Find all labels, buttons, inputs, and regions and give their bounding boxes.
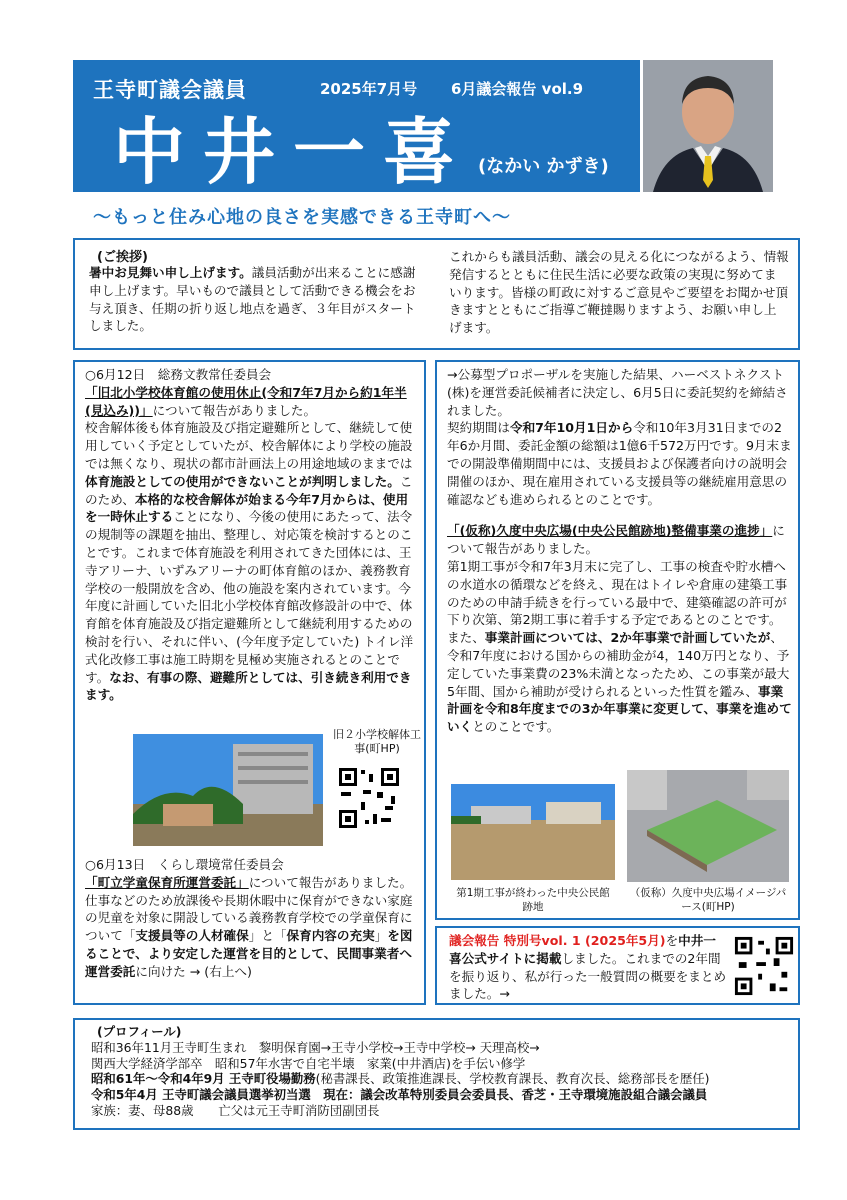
paragraph: このため、 — [85, 473, 413, 507]
bold-text: 保育内容の充実 — [286, 928, 375, 944]
member-name-kana: (なかい かずき) — [478, 156, 609, 177]
section-title: 「旧北小学校体育館の使用休止(令和7年7月から約1年半(見込み))」 — [85, 384, 407, 418]
profile-line: 家族：妻、母88歳 亡父は元王寺町消防団副団長 — [91, 1102, 380, 1118]
greeting-bold: 暑中お見舞い申し上げます。 — [89, 265, 252, 280]
paragraph: 」 — [374, 928, 388, 944]
paragraph: しました。 — [561, 950, 625, 966]
bold-text: 中井一喜公式サイトに掲載 — [449, 933, 716, 966]
greeting-right: これからも議員活動、議会の見える化につながるよう、情報発信するとともに住民生活に必要な政策の実現に努めてまいります。皆様の町政に対するご意見やご要望をお聞かせ頂きますとともにご指導ご鞭撻賜りますよう、お願い申し上げます。 — [449, 249, 789, 336]
left-text — [85, 366, 420, 704]
demolition-photo — [133, 734, 323, 846]
special-issue-title: 議会報告 特別号vol. 1 (2025年5月) — [449, 933, 666, 948]
section-title-tail: について報告がありました。 — [447, 523, 785, 557]
issue-date: 2025年7月号 — [320, 80, 418, 98]
bold-text: 事業計画を令和8年度までの3か年事業に変更して、事業を進めていく — [447, 683, 792, 735]
special-issue-box — [435, 926, 800, 1005]
greeting-heading: (ご挨拶) — [97, 250, 148, 265]
section-title-tail: について報告がありました。 — [152, 402, 317, 418]
paragraph: 、令和7年度における国からの補助金が4，140万円となり、予定していた事業費の23%未満となったため、この事業が最大5年間、国から補助が受けられるといった性質を鑑み、 — [447, 630, 790, 699]
profile-line: 昭和36年11月王寺町生まれ 黎明保育園→王寺小学校→王寺中学校→ 天理高校→ — [91, 1039, 540, 1055]
profile-text — [91, 1024, 709, 1119]
greeting-left — [89, 264, 421, 335]
profile-line-bold: 昭和61年～令和4年9月 王寺町役場勤務 — [91, 1071, 316, 1087]
qr-code-icon[interactable] — [733, 935, 795, 1001]
paragraph: ことになり、今後の使用にあたって、法令の規制等の課題を抽出、整理し、対応策を検討するとのことです。これまで体育施設を利用されてきた団体には、王寺アリーナ、いずみアリーナの町体育館のほか、義務教育学校の一般開放を含め、他の施設を案内されています。今年度に計画していた旧北小学校体育館改修設計の中で、体育館を体育施設及び指定避難所として継続利用するための検討を行い、それに伴い、(今年度予定していた) トイレ洋式化改修工事は施工時期を見極め実施されるとのことです。 — [85, 509, 414, 685]
paragraph: 」と「 — [248, 928, 287, 944]
photo-caption: 第1期工事が終わった中央公民館跡地 — [456, 887, 610, 913]
left-column — [73, 360, 426, 1005]
special-text — [449, 932, 727, 1003]
profile-line-bold: 現在：議会改革特別委員会委員長、香芝・王寺環境施設組合議会議員 — [310, 1087, 708, 1103]
paragraph: 仕事などのため放課後や長期休暇中に保育ができない家庭の児童を対象に開設している義務教育学校での学童保育について「 — [85, 892, 413, 944]
park-image-perspective — [627, 770, 789, 882]
right-text — [447, 366, 794, 736]
profile-line: 関西大学経済学部卒 昭和57年水害で自宅半壊 家業(中井酒店)を手伝い修学 — [91, 1055, 526, 1071]
paragraph: 第1期工事が令和7年3月末に完了し、工事の検査や貯水槽への水道水の循環などを終え、現在はトイレや倉庫の建築工事のための申請手続きを行っている最中で、建築確認の許可が下り次第、第2期工事に着手する予定であるとのことです。また、 — [447, 558, 788, 646]
photo-caption: （仮称）久度中央広場イメージパース(町HP) — [629, 887, 787, 913]
right-column — [435, 360, 800, 920]
profile-heading: (プロフィール) — [97, 1024, 182, 1039]
section-title-tail: について報告がありました。 — [248, 874, 413, 890]
park-site-photo — [451, 784, 615, 880]
council-member-role: 王寺町議会議員 — [93, 78, 247, 102]
tagline: ～もっと住み心地の良さを実感できる王寺町へ～ — [93, 207, 511, 228]
profile-line-bold: 令和5年4月 王寺町議会議員選挙初当選 — [91, 1087, 311, 1103]
greeting-box — [73, 238, 800, 350]
paragraph: に向けた → (右上へ) — [135, 963, 252, 979]
qr-code-icon[interactable] — [337, 766, 401, 834]
paragraph: 令和10年3月31日までの2年6か月間、委託金額の総額は1億6千572万円です。9月末までの開設準備期間中には、支援員および保護者向けの説明会開催のほか、現在雇用されている支援員等の継続雇用意思の確認なども進められるとのことです。 — [447, 420, 792, 507]
profile-box — [73, 1018, 800, 1130]
greeting-left-text: 議員活動が出来ることに感謝申し上げます。早いもので議員として活動できる機会をお与え頂き、任期の折り返し地点を過ぎ、３年目がスタートしました。 — [89, 265, 416, 334]
section-heading: ○6月13日 くらし環境常任委員会 — [85, 857, 284, 872]
photo-caption: 旧２小学校解体工事(町HP) — [333, 728, 421, 755]
bold-text: 令和7年10月1日から — [509, 420, 634, 436]
member-name: 中井一喜 — [113, 110, 474, 194]
header-banner — [73, 60, 640, 192]
section-title: 「町立学童保育所運営委託」 — [85, 874, 249, 890]
profile-line: (秘書課長、政策推進課長、学校教育課長、教育次長、総務部長を歴任) — [315, 1071, 710, 1087]
paragraph: 契約期間は — [447, 420, 510, 436]
arrow-icon: → — [499, 986, 510, 1002]
bold-text: なお、有事の際、避難所としては、引き続き利用できます。 — [85, 669, 412, 703]
paragraph: 校舎解体後も体育施設及び指定避難所として、継続して使用していく予定としていたが、校舎解体により学校の施設では無くなり、現状の都市計画法上の用途地域のままでは — [85, 420, 413, 471]
bold-text: 本格的な校舎解体が始まる今年7月からは、使用を一時休止する — [85, 491, 409, 525]
bold-text: 体育施設としての使用ができないことが判明しました。 — [85, 473, 400, 489]
left-text-2 — [85, 856, 420, 981]
report-volume: 6月議会報告 vol.9 — [451, 80, 584, 98]
paragraph: とのことです。 — [472, 719, 560, 735]
bold-text: を図ることで、より安定した運営を目的として、民間事業者へ運営委託 — [85, 928, 413, 979]
bold-text: 事業計画については、2か年事業で計画していたが — [484, 630, 771, 646]
paragraph: を — [665, 933, 679, 948]
bold-text: 支援員等の人材確保 — [135, 928, 249, 944]
paragraph: これまでの2年間を振り返り、私が行った一般質問の概要をまとめました。 — [449, 950, 727, 1002]
section-heading: ○6月12日 総務文教常任委員会 — [85, 367, 272, 382]
section-title: 「(仮称)久度中央広場(中央公民館跡地)整備事業の進捗」 — [447, 523, 773, 539]
paragraph: →公募型プロポーザルを実施した結果、ハーベストネクスト(株)を運営委託候補者に決定し、6月5日に委託契約を締結されました。 — [447, 367, 788, 418]
portrait-photo — [643, 60, 773, 192]
